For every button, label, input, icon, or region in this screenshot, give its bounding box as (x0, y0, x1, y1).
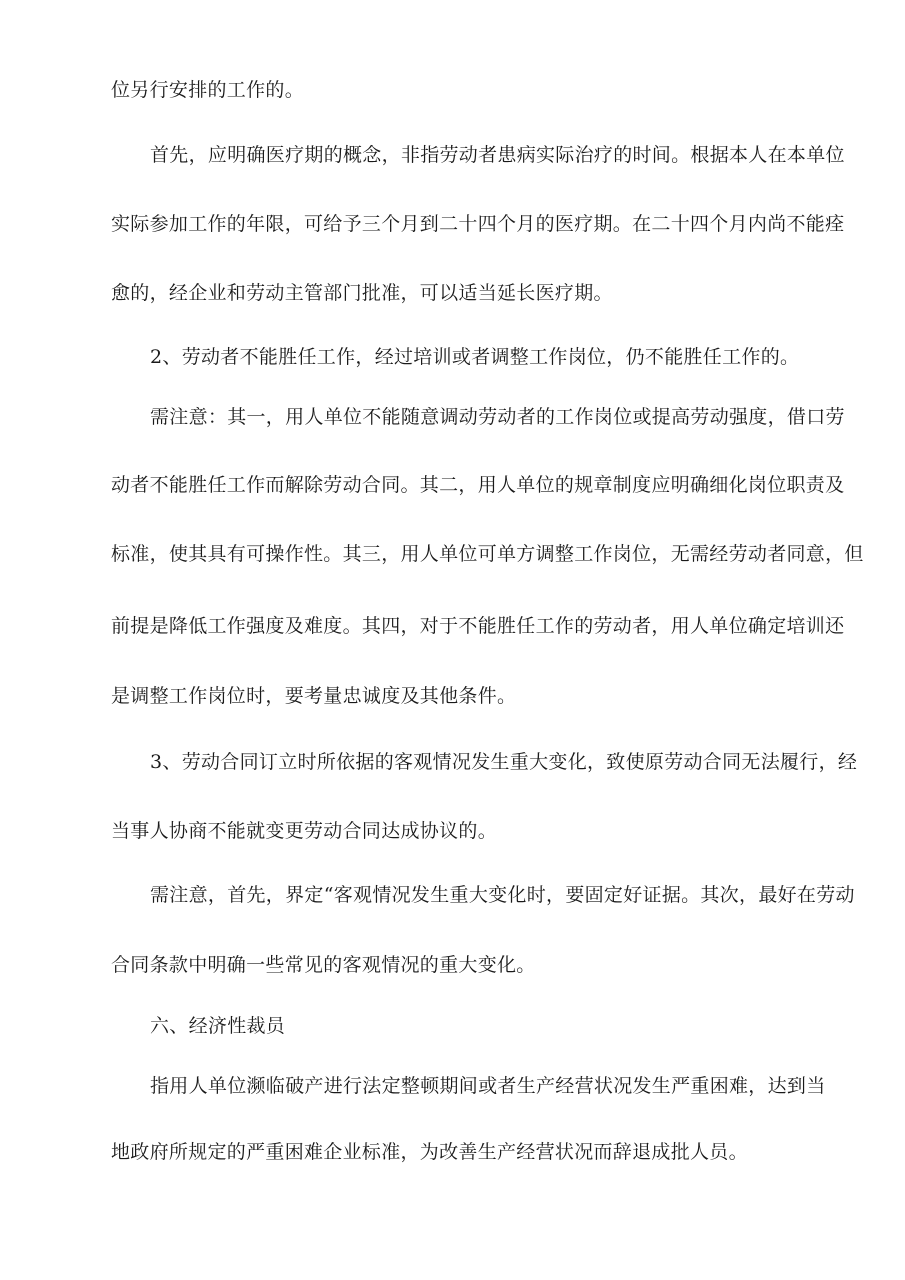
text-line: 实际参加工作的年限，可给予三个月到二十四个月的医疗期。在二十四个月内尚不能痊 (111, 213, 845, 235)
text-line: 合同条款中明确一些常见的客观情况的重大变化。 (111, 954, 536, 976)
text-line: 首先，应明确医疗期的概念，非指劳动者患病实际治疗的时间。根据本人在本单位 (150, 144, 845, 166)
text-line: 动者不能胜任工作而解除劳动合同。其二，用人单位的规章制度应明确细化岗位职责及 (111, 474, 845, 496)
text-line: 当事人协商不能就变更劳动合同达成协议的。 (111, 820, 498, 842)
text-line: 标准，使其具有可操作性。其三，用人单位可单方调整工作岗位，无需经劳动者同意，但 (111, 543, 864, 565)
text-line: 指用人单位濒临破产进行法定整顿期间或者生产经营状况发生严重困难，达到当 (150, 1075, 826, 1097)
text-line: 3、劳动合同订立时所依据的客观情况发生重大变化，致使原劳动合同无法履行，经 (150, 751, 858, 773)
text-line: 需注意，首先，界定“客观情况发生重大变化时，要固定好证据。其次，最好在劳动 (150, 884, 855, 906)
text-line: 愈的，经企业和劳动主管部门批准，可以适当延长医疗期。 (111, 282, 613, 304)
text-line: 地政府所规定的严重困难企业标准，为改善生产经营状况而辞退成批人员。 (111, 1141, 748, 1163)
text-line: 需注意：其一，用人单位不能随意调动劳动者的工作岗位或提高劳动强度，借口劳 (150, 406, 845, 428)
text-line: 前提是降低工作强度及难度。其四，对于不能胜任工作的劳动者，用人单位确定培训还 (111, 615, 845, 637)
text-line: 位另行安排的工作的。 (111, 79, 305, 101)
text-line: 是调整工作岗位时，要考量忠诚度及其他条件。 (111, 685, 517, 707)
text-line: 2、劳动者不能胜任工作，经过培训或者调整工作岗位，仍不能胜任工作的。 (150, 346, 800, 368)
section-heading: 六、经济性裁员 (150, 1015, 286, 1037)
